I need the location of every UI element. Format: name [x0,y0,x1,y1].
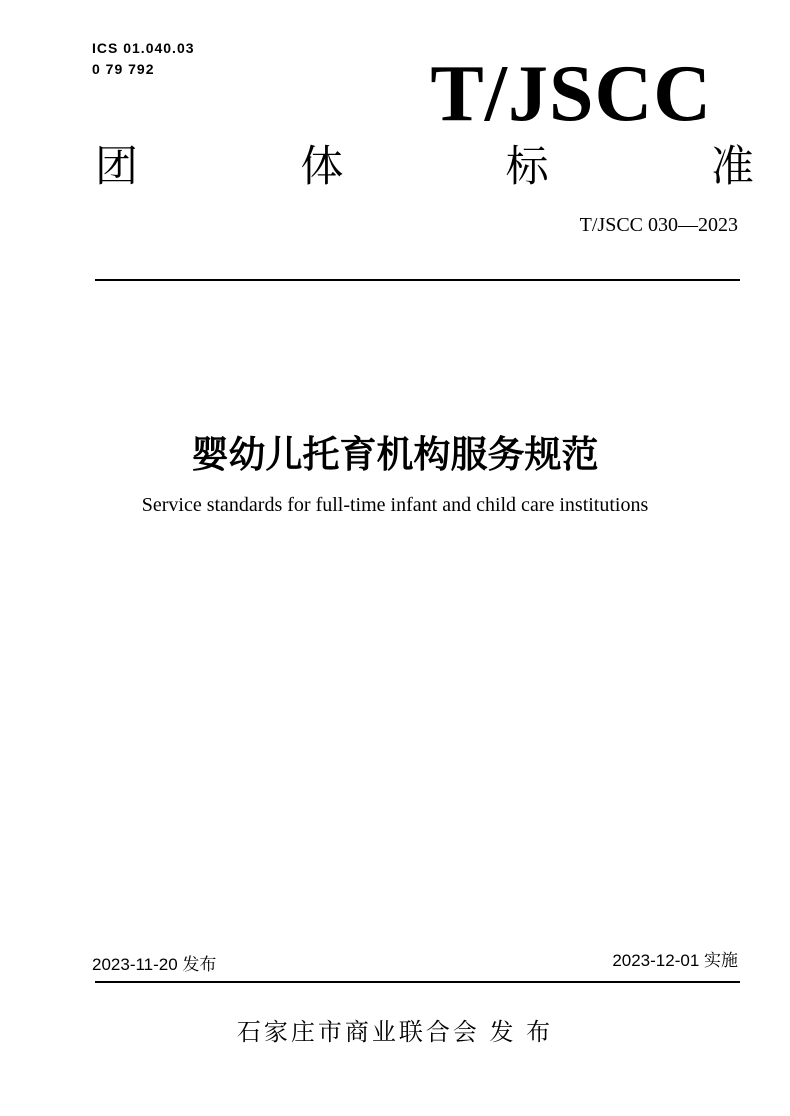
document-title-english: Service standards for full-time infant and child care institutions [141,494,649,516]
document-title-chinese: 婴幼儿托育机构服务规范 [191,434,599,475]
standard-number: T/JSCC 030—2023 [579,214,738,236]
publisher-line: 石家庄市商业联合会 发 布 [236,1019,554,1046]
doc-class-code: 0 79 792 [92,61,155,77]
standard-body-logo: T/JSCC [430,50,712,138]
header-divider-rule [95,279,740,281]
standard-type-char-1: 团 [95,143,138,191]
footer-divider-rule [95,981,740,983]
implement-date: 2023-12-01 实施 [612,951,738,970]
standard-type-char-4: 准 [710,143,754,191]
ics-code: ICS 01.040.03 [92,40,195,56]
issue-date: 2023-11-20 发布 [92,955,217,974]
ics-classification-block [92,38,195,80]
standard-type-row [95,143,754,191]
standard-type-char-2: 体 [300,143,344,191]
standard-type-char-3: 标 [505,143,549,191]
